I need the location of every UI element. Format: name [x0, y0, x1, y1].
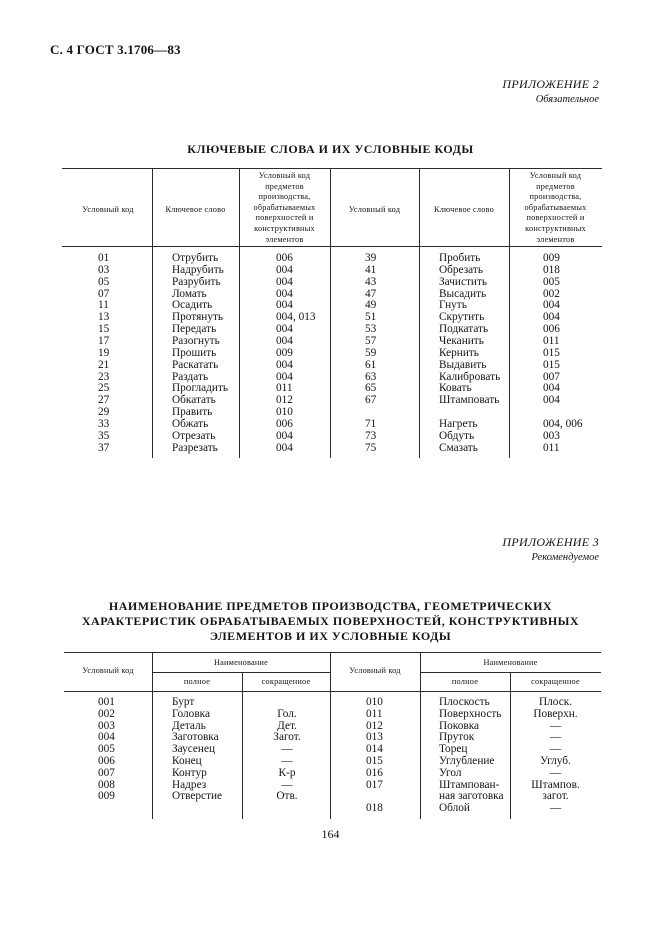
keyword-cell: Выдавить	[439, 358, 487, 371]
appendix2-label-block	[502, 77, 599, 105]
header-line: обрабатываемых	[253, 202, 316, 212]
code-cell: 15	[98, 323, 110, 336]
keyword-cell: Раскатать	[172, 358, 219, 371]
running-title: С. 4 ГОСТ 3.1706—83	[50, 42, 181, 57]
object-code-cell: 004	[543, 394, 560, 407]
code-cell: 004	[98, 731, 115, 744]
keyword-cell: Зачистить	[439, 275, 488, 288]
header-line: Условный код	[529, 171, 582, 180]
code-cell: 13	[98, 311, 110, 324]
full-name-cell: Бурт	[172, 696, 195, 708]
short-name-cell: —	[549, 802, 562, 815]
code-cell: 25	[98, 382, 110, 395]
short-name-cell: Плоск.	[538, 696, 573, 708]
code-cell: 61	[365, 358, 377, 371]
full-name-cell: Штампован-	[439, 778, 500, 791]
appendix2-status: Обязательное	[535, 94, 599, 105]
header-code: Условный код	[348, 205, 401, 214]
table-rule-subheader	[152, 672, 330, 673]
header-line: элементов	[265, 234, 304, 244]
code-cell: 03	[98, 263, 110, 276]
code-cell: 33	[98, 417, 110, 430]
short-name-cell: —	[549, 731, 562, 744]
keyword-cell: Отрубить	[172, 252, 219, 264]
object-code-cell: 004	[276, 370, 293, 383]
keyword-cell: Передать	[172, 323, 217, 336]
table-rule-header	[62, 246, 602, 247]
appendix2-title: КЛЮЧЕВЫЕ СЛОВА И ИХ УСЛОВНЫЕ КОДЫ	[187, 142, 474, 156]
code-cell: 01	[98, 252, 110, 264]
short-name-cell: К-р	[278, 766, 296, 779]
appendix3-label-block	[502, 535, 599, 563]
keyword-cell: Ковать	[439, 382, 472, 395]
object-code-cell: 006	[543, 323, 560, 336]
header-code: Условный код	[82, 666, 134, 675]
full-name-cell: Контур	[172, 766, 207, 779]
full-name-cell: Углубление	[439, 755, 495, 767]
code-cell: 014	[366, 743, 383, 756]
short-name-cell: —	[281, 743, 293, 756]
code-cell: 002	[98, 707, 115, 720]
keyword-cell: Протянуть	[172, 311, 224, 324]
short-name-cell: Поверхн.	[533, 707, 578, 720]
code-cell: 010	[366, 696, 383, 708]
keyword-cell: Смазать	[439, 441, 478, 454]
object-code-cell: 006	[276, 417, 293, 430]
header-line: поверхностей и	[255, 213, 314, 223]
full-name-cell: Поверхность	[439, 707, 502, 720]
header-line: элементов	[536, 234, 575, 244]
keyword-cell: Чеканить	[439, 334, 484, 347]
short-name-cell: Отв.	[276, 790, 298, 803]
object-code-cell: 010	[276, 406, 293, 419]
code-cell: 57	[365, 334, 377, 347]
full-name-cell: Конец	[172, 755, 202, 767]
code-cell: 018	[366, 802, 383, 815]
short-name-cell: —	[281, 755, 293, 767]
object-code-cell: 015	[543, 346, 560, 359]
object-code-cell: 004	[276, 287, 293, 300]
code-cell: 39	[365, 252, 377, 264]
object-code-cell: 004	[276, 323, 293, 336]
object-code-cell: 004	[276, 299, 293, 312]
code-cell: 015	[366, 755, 383, 767]
keyword-cell: Осадить	[172, 299, 213, 312]
full-name-cell: Заусенец	[172, 743, 216, 756]
object-code-cell: 012	[276, 394, 293, 407]
object-code-cell: 004	[276, 275, 293, 288]
object-code-cell: 004	[276, 358, 293, 371]
code-cell: 43	[365, 275, 377, 288]
header-name: Наименование	[483, 658, 538, 667]
keyword-cell: Обрезать	[439, 263, 483, 276]
table-rule-header	[64, 691, 601, 692]
header-object-code	[239, 171, 330, 245]
code-cell: 29	[98, 406, 110, 419]
code-cell: 006	[98, 755, 115, 767]
keyword-cell: Подкатать	[439, 323, 489, 336]
header-line: поверхностей и	[526, 213, 585, 223]
code-cell: 005	[98, 743, 115, 756]
keyword-cell: Пробить	[439, 252, 481, 264]
object-code-cell: 007	[543, 370, 560, 383]
appendix3-title-line: ЭЛЕМЕНТОВ И ИХ УСЛОВНЫЕ КОДЫ	[209, 629, 452, 643]
header-object-code	[509, 171, 602, 245]
keyword-cell: Надрубить	[172, 263, 224, 276]
header-short: сокращенное	[261, 677, 311, 686]
short-name-cell: Штампов.	[531, 778, 580, 791]
keyword-cell: Кернить	[439, 346, 479, 359]
page-number: 164	[321, 827, 340, 841]
full-name-cell: Плоскость	[439, 696, 490, 708]
keyword-cell: Нагреть	[439, 417, 478, 430]
full-name-cell: Пруток	[439, 731, 475, 744]
appendix3-title	[0, 599, 661, 644]
full-name-cell: Надрез	[172, 778, 207, 791]
object-code-cell: 004, 013	[276, 311, 316, 324]
header-full: полное	[183, 677, 211, 686]
keyword-cell: Прогладить	[172, 382, 229, 395]
object-code-cell: 009	[276, 346, 293, 359]
code-cell: 27	[98, 394, 110, 407]
full-name-cell: Головка	[172, 707, 210, 720]
keyword-cell: Разрезать	[172, 441, 218, 454]
keyword-cell: Штамповать	[439, 394, 500, 407]
object-code-cell: 004	[276, 263, 293, 276]
full-name-cell: Деталь	[172, 719, 206, 732]
keyword-cell: Разрубить	[172, 275, 221, 288]
full-name-cell: Заготовка	[172, 731, 219, 744]
code-cell: 59	[365, 346, 377, 359]
code-cell: 008	[98, 778, 115, 791]
short-name-cell: Углуб.	[540, 755, 571, 767]
code-cell: 23	[98, 370, 110, 383]
code-cell: 013	[366, 731, 383, 744]
appendix3-title-line: ХАРАКТЕРИСТИК ОБРАБАТЫВАЕМЫХ ПОВЕРХНОСТЕЙ, КОНСТРУКТИВНЫХ	[81, 614, 580, 628]
code-cell: 017	[366, 778, 383, 791]
keyword-cell: Калибровать	[439, 370, 501, 383]
header-full: полное	[451, 677, 479, 686]
code-cell: 75	[365, 441, 377, 454]
full-name-cell: Поковка	[439, 719, 480, 732]
keyword-cell: Отрезать	[172, 429, 216, 442]
header-code: Условный код	[82, 205, 134, 214]
code-cell: 11	[98, 299, 109, 312]
header-line: предметов	[536, 181, 575, 191]
appendix3-title-line: НАИМЕНОВАНИЕ ПРЕДМЕТОВ ПРОИЗВОДСТВА, ГЕОМЕТРИЧЕСКИХ	[108, 599, 553, 613]
header-code: Условный код	[349, 666, 401, 675]
keyword-cell: Гнуть	[439, 299, 467, 312]
keyword-cell: Обкатать	[172, 394, 216, 407]
code-cell: 007	[98, 766, 115, 779]
code-cell: 009	[98, 790, 115, 803]
code-cell: 011	[366, 707, 383, 720]
short-name-cell: —	[549, 719, 562, 732]
full-name-cell: Торец	[439, 743, 468, 756]
object-code-cell: 011	[543, 334, 560, 347]
keyword-cell: Обжать	[172, 417, 209, 430]
object-code-cell: 009	[543, 252, 560, 264]
short-name-cell: Дет.	[277, 719, 297, 732]
code-cell: 19	[98, 346, 110, 359]
object-code-cell: 004	[543, 299, 560, 312]
keyword-cell: Обдуть	[439, 429, 475, 442]
code-cell: 35	[98, 429, 110, 442]
keyword-cell: Прошить	[172, 346, 217, 359]
short-name-cell: —	[549, 766, 562, 779]
header-keyword: Ключевое слово	[433, 205, 495, 214]
keyword-cell: Править	[172, 406, 213, 419]
short-name-cell: загот.	[542, 790, 569, 803]
code-cell: 37	[98, 441, 110, 454]
header-line: предметов	[265, 181, 304, 191]
short-name-cell: —	[281, 778, 293, 791]
code-cell: 21	[98, 358, 110, 371]
code-cell: 49	[365, 299, 377, 312]
object-code-cell: 004	[276, 334, 293, 347]
header-line: производства,	[258, 192, 311, 202]
object-code-cell: 006	[276, 252, 293, 264]
object-code-cell: 003	[543, 429, 560, 442]
header-line: конструктивных	[254, 223, 315, 233]
header-line: производства,	[529, 192, 582, 202]
full-name-cell: Облой	[439, 802, 470, 815]
full-name-cell: ная заготовка	[439, 790, 504, 803]
full-name-cell: Отверстие	[172, 790, 223, 803]
table-rule-top	[64, 652, 601, 653]
object-code-cell: 002	[543, 287, 560, 300]
header-line: Условный код	[258, 171, 311, 180]
keyword-cell: Разогнуть	[172, 334, 220, 347]
object-code-cell: 004	[276, 429, 293, 442]
header-line: обрабатываемых	[524, 202, 587, 212]
appendix3-label: ПРИЛОЖЕНИЕ 3	[502, 535, 599, 549]
appendix3-status: Рекомендуемое	[531, 552, 599, 563]
header-name: Наименование	[213, 658, 269, 667]
code-cell: 012	[366, 719, 383, 732]
short-name-cell: —	[549, 743, 562, 756]
code-cell: 67	[365, 394, 377, 407]
code-cell: 65	[365, 382, 377, 395]
code-cell: 07	[98, 287, 110, 300]
code-cell: 003	[98, 719, 115, 732]
short-name-cell: Гол.	[277, 707, 297, 720]
code-cell: 51	[365, 311, 377, 324]
object-code-cell: 004	[543, 311, 560, 324]
object-code-cell: 004, 006	[543, 417, 583, 430]
keyword-cell: Ломать	[172, 287, 207, 300]
object-code-cell: 004	[276, 441, 293, 454]
code-cell: 47	[365, 287, 377, 300]
keyword-cell: Высадить	[439, 287, 487, 300]
header-short: сокращенное	[531, 677, 580, 686]
code-cell: 63	[365, 370, 377, 383]
code-cell: 05	[98, 275, 110, 288]
code-cell: 53	[365, 323, 377, 336]
object-code-cell: 018	[543, 263, 560, 276]
code-cell: 41	[365, 263, 377, 276]
code-cell: 73	[365, 429, 377, 442]
object-code-cell: 011	[276, 382, 293, 395]
code-cell: 17	[98, 334, 110, 347]
table-rule-top	[62, 168, 602, 169]
full-name-cell: Угол	[439, 766, 462, 779]
appendix2-label: ПРИЛОЖЕНИЕ 2	[502, 77, 599, 91]
short-name-cell: Загот.	[273, 731, 301, 744]
code-cell: 71	[365, 417, 377, 430]
object-code-cell: 015	[543, 358, 560, 371]
code-cell: 001	[98, 696, 115, 708]
code-cell: 016	[366, 766, 383, 779]
object-code-cell: 005	[543, 275, 560, 288]
keyword-cell: Скрутить	[439, 311, 485, 324]
keyword-cell: Раздать	[172, 370, 209, 383]
header-keyword: Ключевое слово	[165, 205, 226, 214]
object-code-cell: 011	[543, 441, 560, 454]
object-code-cell: 004	[543, 382, 560, 395]
header-line: конструктивных	[525, 223, 586, 233]
